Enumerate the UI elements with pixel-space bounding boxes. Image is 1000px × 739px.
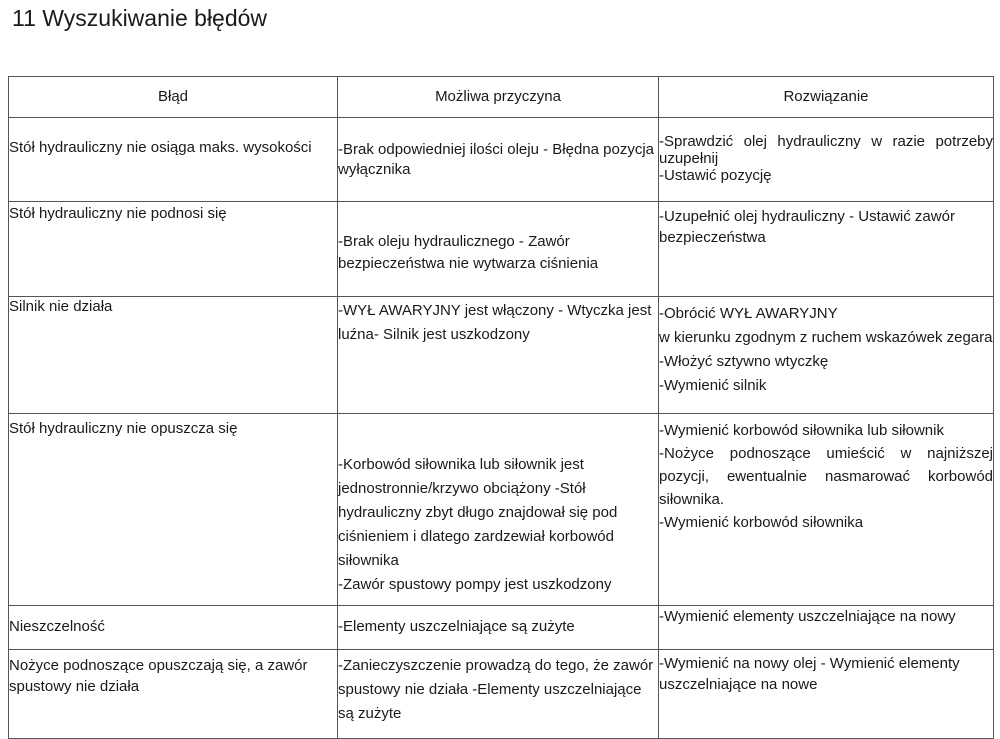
solution-line: -Nożyce podnoszące umieścić w najniższej pozycji, ewentualnie nasmarować korbowód siłownika. <box>659 445 993 508</box>
header-error: Błąd <box>9 77 338 118</box>
error-text: Stół hydrauliczny nie opuszcza się <box>9 420 238 437</box>
solution-cell <box>659 118 994 202</box>
solution-line: -Wymienić silnik <box>659 377 767 394</box>
cause-text: -Zanieczyszczenie prowadzą do tego, że zawór spustowy nie działa -Elementy uszczelniające są zużyte <box>338 657 654 722</box>
page-title: 11 Wyszukiwanie błędów <box>12 5 268 31</box>
table-row <box>9 297 994 414</box>
solution-line: -Wymienić korbowód siłownika lub siłownik <box>659 422 944 439</box>
solution-cell <box>659 202 994 297</box>
error-cell <box>9 414 338 606</box>
solution-line: w kierunku zgodnym z ruchem wskazówek zegara <box>659 329 993 346</box>
solution-line: -Uzupełnić olej hydrauliczny - Ustawić zawór bezpieczeństwa <box>659 208 955 246</box>
table-row <box>9 414 994 606</box>
solution-line: -Obrócić WYŁ AWARYJNY <box>659 305 838 322</box>
error-cell <box>9 606 338 650</box>
solution-line: -Ustawić pozycję <box>659 167 772 184</box>
troubleshooting-table <box>8 76 994 739</box>
cause-cell <box>338 118 659 202</box>
error-cell <box>9 297 338 414</box>
cause-cell <box>338 650 659 739</box>
error-text: Stół hydrauliczny nie osiąga maks. wysokości <box>9 139 312 156</box>
solution-cell <box>659 414 994 606</box>
header-solution: Rozwiązanie <box>659 77 994 118</box>
solution-line: -Wymienić elementy uszczelniające na nowy <box>659 608 956 625</box>
cause-text: -Brak oleju hydraulicznego - Zawór bezpieczeństwa nie wytwarza ciśnienia <box>338 233 599 272</box>
cause-cell <box>338 606 659 650</box>
table-row <box>9 606 994 650</box>
header-cause: Możliwa przyczyna <box>338 77 659 118</box>
cause-cell <box>338 297 659 414</box>
solution-line: -Włożyć sztywno wtyczkę <box>659 353 829 370</box>
cause-text: -Brak odpowiedniej ilości oleju - Błędna pozycja wyłącznika <box>338 141 655 178</box>
cause-text: -Zawór spustowy pompy jest uszkodzony <box>338 576 612 593</box>
error-text: Silnik nie działa <box>9 298 113 315</box>
solution-cell <box>659 297 994 414</box>
error-text: Stół hydrauliczny nie podnosi się <box>9 205 227 222</box>
cause-cell <box>338 202 659 297</box>
error-cell <box>9 118 338 202</box>
table-row <box>9 650 994 739</box>
error-text: Nieszczelność <box>9 618 105 635</box>
table-header-row <box>9 77 994 118</box>
cause-text: -Elementy uszczelniające są zużyte <box>338 618 575 635</box>
solution-line: -Wymienić na nowy olej - Wymienić elementy uszczelniające na nowe <box>659 655 960 693</box>
solution-cell <box>659 606 994 650</box>
cause-cell <box>338 414 659 606</box>
solution-line: -Sprawdzić olej hydrauliczny w razie potrzeby uzupełnij <box>659 133 993 167</box>
error-text: Nożyce podnoszące opuszczają się, a zawór spustowy nie działa <box>9 657 308 695</box>
cause-text: -Korbowód siłownika lub siłownik jest jednostronnie/krzywo obciążony -Stół hydrauliczny zbyt długo znajdował się pod ciśnieniem i dlatego zardzewiał korbowód siłownika <box>338 456 618 569</box>
table-row <box>9 202 994 297</box>
solution-cell <box>659 650 994 739</box>
error-cell <box>9 650 338 739</box>
cause-text: -WYŁ AWARYJNY jest włączony - Wtyczka jest luźna- Silnik jest uszkodzony <box>338 302 652 343</box>
solution-line: -Wymienić korbowód siłownika <box>659 514 864 531</box>
error-cell <box>9 202 338 297</box>
table-row <box>9 118 994 202</box>
